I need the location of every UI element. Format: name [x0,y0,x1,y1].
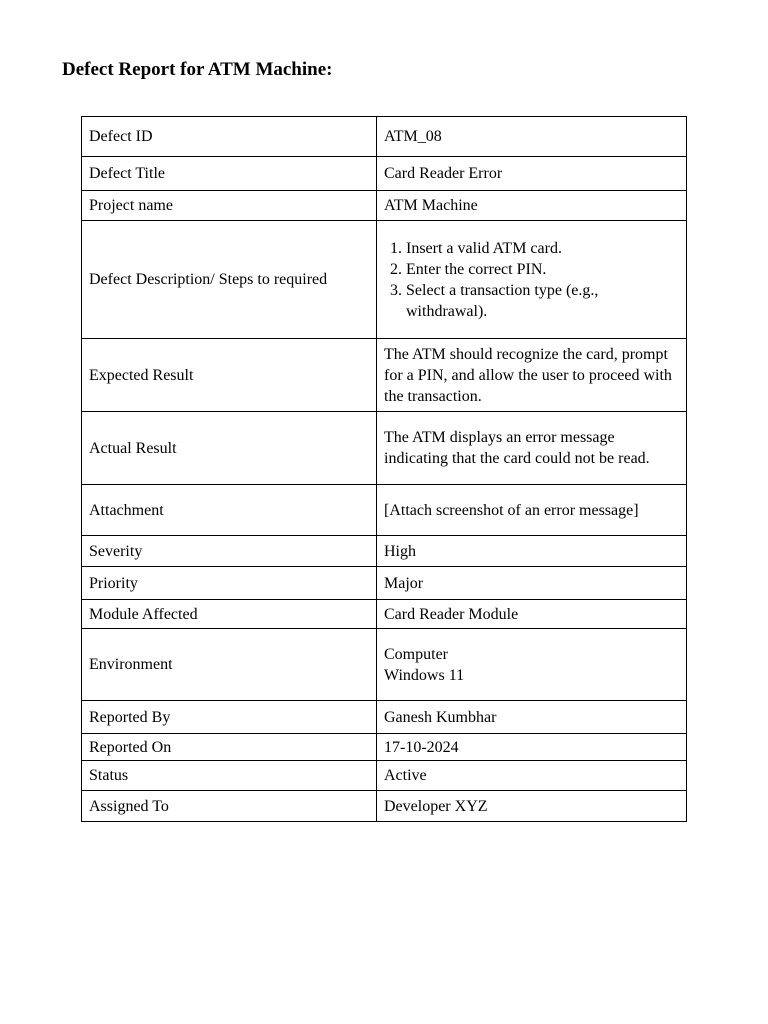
row-label: Reported By [82,701,377,734]
row-value: 17-10-2024 [377,734,687,761]
row-value: Ganesh Kumbhar [377,701,687,734]
table-row-environment [82,629,687,701]
table-row-attachment [82,485,687,536]
table-row-status [82,761,687,791]
row-value: Card Reader Error [377,157,687,191]
table-row-priority [82,567,687,600]
table-row-defect-id [82,117,687,157]
row-label: Project name [82,191,377,221]
table-row-actual-result [82,412,687,485]
row-label: Environment [82,629,377,701]
page-title: Defect Report for ATM Machine: [62,59,333,80]
table-row-defect-title [82,157,687,191]
environment-line: Windows 11 [384,666,465,684]
table-row-expected-result [82,339,687,412]
row-value: Card Reader Module [377,600,687,629]
row-label: Severity [82,536,377,567]
row-value: ATM_08 [377,117,687,157]
row-value: Active [377,761,687,791]
steps-list [384,238,679,322]
table-row-assigned-to [82,791,687,822]
row-value: High [377,536,687,567]
row-value: Developer XYZ [377,791,687,822]
row-label: Defect Title [82,157,377,191]
table-row-project-name [82,191,687,221]
row-label: Expected Result [82,339,377,412]
row-value: ATM Machine [377,191,687,221]
row-label: Priority [82,567,377,600]
list-item: 2. Enter the correct PIN. [406,259,679,280]
table-row-severity [82,536,687,567]
list-item: 3. Select a transaction type (e.g., withdrawal). [406,280,679,322]
table-row-reported-on [82,734,687,761]
table-row-defect-description [82,221,687,339]
row-value: The ATM should recognize the card, prompt for a PIN, and allow the user to proceed with the transaction. [377,339,687,412]
row-label: Defect ID [82,117,377,157]
row-value: Major [377,567,687,600]
environment-line: Computer [384,645,448,663]
row-value-steps [377,221,687,339]
row-value: The ATM displays an error message indicating that the card could not be read. [377,412,687,485]
row-label: Attachment [82,485,377,536]
table-row-module-affected [82,600,687,629]
defect-report-table [81,116,687,822]
table-row-reported-by [82,701,687,734]
row-label: Reported On [82,734,377,761]
list-item: 1. Insert a valid ATM card. [406,238,679,259]
row-label: Actual Result [82,412,377,485]
row-label: Module Affected [82,600,377,629]
row-label: Assigned To [82,791,377,822]
row-label: Status [82,761,377,791]
row-value: [Attach screenshot of an error message] [377,485,687,536]
row-label: Defect Description/ Steps to required [82,221,377,339]
row-value-lines [377,629,687,701]
